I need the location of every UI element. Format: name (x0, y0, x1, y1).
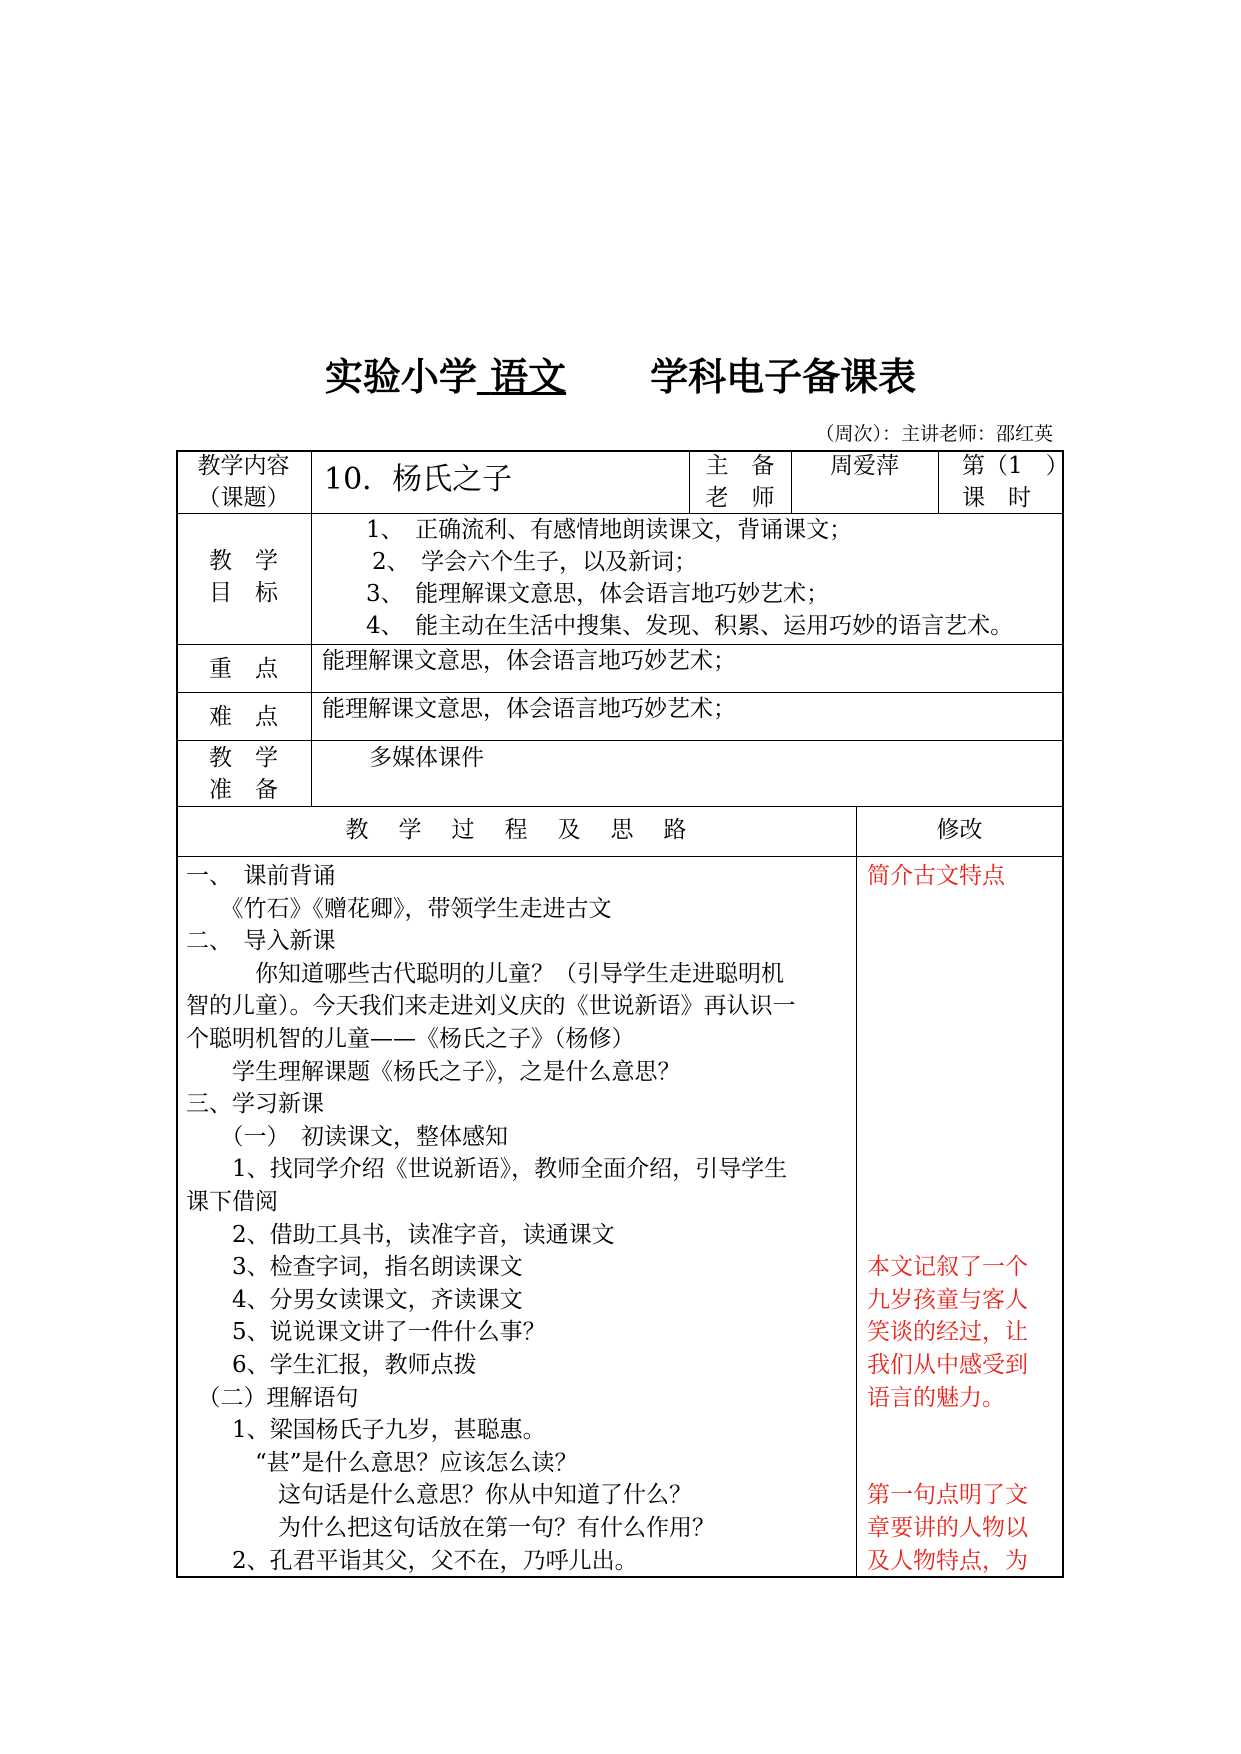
process-line: “甚”是什么意思？应该怎么读？ (186, 1449, 578, 1476)
revision-note: 九岁孩童与客人 (867, 1286, 1028, 1313)
process-line: 三、学习新课 (186, 1091, 324, 1118)
lesson-plan-table (176, 450, 1069, 1578)
process-line: 1、找同学介绍《世说新语》，教师全面介绍，引导学生 (186, 1156, 788, 1183)
process-line: 一、 课前背诵 (186, 863, 336, 889)
process-line: 学生理解课题《杨氏之子》，之是什么意思？ (186, 1058, 681, 1085)
difficulties-text: 能理解课文意思，体会语言地巧妙艺术； (322, 696, 736, 722)
goal-item: 4、 能主动在生活中搜集、发现、积累、运用巧妙的语言艺术。 (366, 613, 1014, 639)
process-line: 3、检查字词，指名朗读课文 (186, 1254, 523, 1281)
key-points-label: 重 点 (209, 656, 278, 682)
goal-item: 3、 能理解课文意思，体会语言地巧妙艺术； (366, 581, 830, 607)
column-divider (938, 450, 939, 513)
process-header: 教学过程及思路 (345, 817, 717, 843)
process-line: 6、学生汇报，教师点拨 (186, 1352, 477, 1378)
revise-header: 修改 (936, 817, 983, 843)
preparation-text: 多媒体课件 (369, 745, 484, 771)
prep-teacher-name: 周爱萍 (830, 453, 899, 479)
row-divider (176, 740, 1064, 741)
process-line: 2、孔君平诣其父，父不在，乃呼儿出。 (186, 1547, 638, 1574)
revision-note: 简介古文特点 (867, 863, 1005, 889)
goal-item: 1、 正确流利、有感情地朗读课文，背诵课文； (366, 517, 853, 543)
process-line: 课下借阅 (186, 1189, 278, 1215)
revision-note: 语言的魅力。 (867, 1384, 1005, 1411)
document-title (0, 352, 1241, 402)
lesson-title: 10．杨氏之子 (324, 462, 513, 497)
preparation-label: 教 学 准 备 (209, 745, 278, 803)
process-line: （一） 初读课文，整体感知 (186, 1123, 508, 1150)
process-line: 智的儿童）。今天我们来走进刘义庆的《世说新语》再认识一 (186, 993, 796, 1020)
subject-name: 语文 (490, 355, 567, 399)
prep-teacher-label: 主 备 老 师 (705, 453, 775, 511)
process-line: 个聪明机智的儿童——《杨氏之子》（杨修） (186, 1026, 635, 1052)
process-line: 2、借助工具书，读准字音，读通课文 (186, 1221, 615, 1248)
process-line: 4、分男女读课文，齐读课文 (186, 1286, 523, 1313)
school-name: 实验小学 (324, 355, 477, 399)
process-line: 5、说说课文讲了一件什么事？ (186, 1319, 546, 1346)
lesson-period: 第（1 ） 课 时 (962, 453, 1069, 511)
key-points-text: 能理解课文意思，体会语言地巧妙艺术； (322, 648, 736, 674)
process-line: 1、梁国杨氏子九岁，甚聪惠。 (186, 1417, 546, 1444)
process-content (176, 856, 856, 1576)
process-line: 为什么把这句话放在第一句？有什么作用？ (186, 1515, 715, 1541)
process-line: （二）理解语句 (186, 1384, 359, 1411)
process-line: 《竹石》《赠花卿》，带领学生走进古文 (186, 895, 612, 922)
process-line: 你知道哪些古代聪明的儿童？（引导学生走进聪明机 (186, 960, 784, 987)
difficulties-label: 难 点 (209, 704, 278, 730)
revision-note: 笑谈的经过，让 (867, 1319, 1028, 1346)
title-suffix: 学科电子备课表 (650, 355, 917, 399)
process-line: 二、 导入新课 (186, 928, 336, 955)
content-label: 教学内容 （课题） (197, 453, 290, 511)
table-border (1062, 450, 1064, 1578)
column-divider (311, 450, 312, 806)
revision-note: 我们从中感受到 (867, 1352, 1028, 1378)
revision-note: 第一句点明了文 (867, 1482, 1028, 1509)
teacher-info: （周次）：主讲老师：邵红英 (815, 423, 1053, 445)
revision-note: 本文记叙了一个 (867, 1254, 1028, 1281)
revision-note: 章要讲的人物以 (867, 1515, 1028, 1541)
row-divider (176, 806, 1064, 807)
process-line: 这句话是什么意思？你从中知道了什么？ (186, 1482, 692, 1509)
goals-label: 教 学 目 标 (209, 548, 278, 606)
goal-item: 2、 学会六个生子，以及新词； (372, 549, 698, 575)
revision-note: 及人物特点，为 (867, 1547, 1028, 1574)
revision-notes (857, 856, 1062, 1576)
